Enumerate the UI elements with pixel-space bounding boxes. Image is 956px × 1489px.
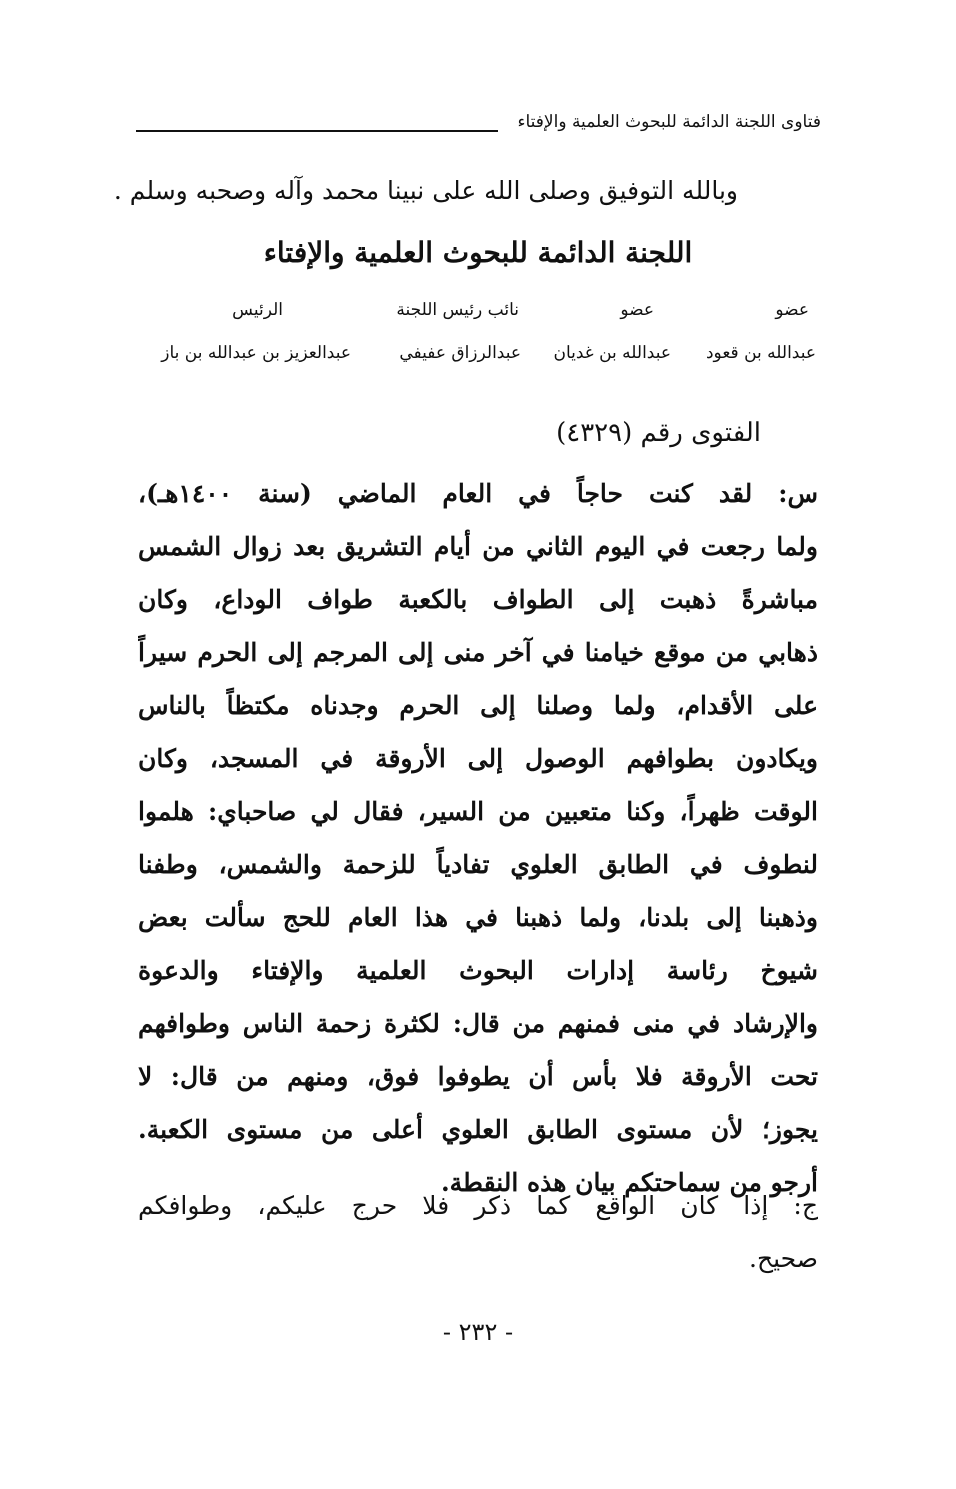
question-line: س: لقد كنت حاجاً في العام الماضي (سنة ١٤٠٠هـ)، <box>138 479 818 508</box>
header-rule <box>136 130 498 132</box>
signatory-name-2: عبدالله بن غديان <box>553 343 671 363</box>
question-line: الوقت ظهراً، وكنا متعبين من السير، فقال لي صاحباي: هلموا <box>138 797 818 826</box>
question-line: على الأقدام، ولما وصلنا إلى الحرم وجدناه مكتظاً بالناس <box>138 691 818 720</box>
signatory-role-4: الرئيس <box>232 300 283 320</box>
signatory-role-1: عضو <box>775 300 809 320</box>
signatory-role-2: عضو <box>620 300 654 320</box>
answer-tail: صحيح. <box>749 1244 818 1273</box>
question-line: مباشرةً ذهبت إلى الطواف بالكعبة طواف الوداع، وكان <box>138 585 818 614</box>
question-line: لنطوف في الطابق العلوي تفادياً للزحمة والشمس، وطفنا <box>138 850 818 879</box>
committee-title: اللجنة الدائمة للبحوث العلمية والإفتاء <box>263 236 693 269</box>
closing-invocation: وبالله التوفيق وصلى الله على نبينا محمد وآله وصحبه وسلم . <box>113 176 738 205</box>
question-line: يجوز؛ لأن مستوى الطابق العلوي أعلى من مستوى الكعبة. <box>138 1115 818 1144</box>
signatory-name-3: عبدالرزاق عفيفي <box>399 343 521 363</box>
answer-line: ج: إذا كان الواقع كما ذكر فلا حرج عليكم، وطوافكم <box>138 1191 818 1220</box>
question-line: أرجو من سماحتكم بيان هذه النقطة. <box>440 1168 818 1197</box>
signatory-role-3: نائب رئيس اللجنة <box>396 300 519 320</box>
question-line: شيوخ رئاسة إدارات البحوث العلمية والإفتاء والدعوة <box>138 956 818 985</box>
question-line: تحت الأروقة فلا بأس أن يطوفوا فوق، ومنهم من قال: لا <box>138 1062 818 1091</box>
signatory-name-1: عبدالله بن قعود <box>705 343 816 363</box>
running-header <box>136 112 821 142</box>
fatwa-number: الفتوى رقم (٤٣٢٩) <box>556 418 761 448</box>
signatory-name-4: عبدالعزيز بن عبدالله بن باز <box>161 343 351 363</box>
question-line: وذهبنا إلى بلدنا، ولما ذهبنا في هذا العام للحج سألت بعض <box>138 903 818 932</box>
question-line: ويكادون بطوافهم الوصول إلى الأروقة في المسجد، وكان <box>138 744 818 773</box>
question-line: ولما رجعت في اليوم الثاني من أيام التشريق بعد زوال الشمس <box>138 532 818 561</box>
question-line: ذهابي من موقع خيامنا في آخر منى إلى المرجم إلى الحرم سيراً <box>138 638 818 667</box>
running-title: فتاوى اللجنة الدائمة للبحوث العلمية والإفتاء <box>517 112 821 132</box>
page-number: - ٢٣٢ - <box>442 1318 514 1346</box>
question-line: والإرشاد في منى فمنهم من قال: لكثرة زحمة الناس وطوافهم <box>138 1009 818 1038</box>
